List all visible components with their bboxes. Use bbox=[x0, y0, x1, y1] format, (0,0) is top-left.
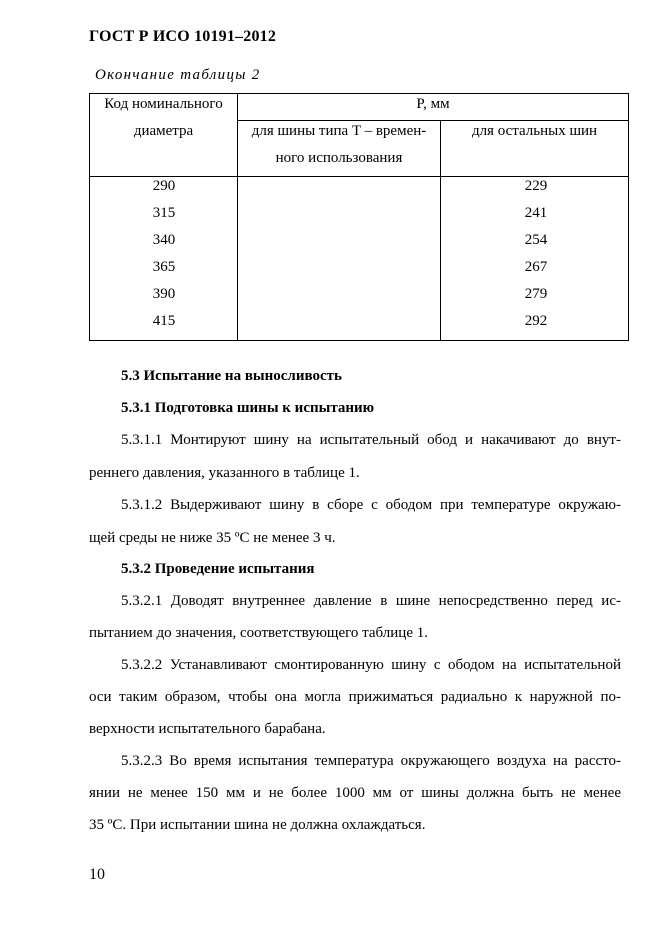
table-divider-header bbox=[90, 176, 628, 177]
row-1-code: 290 bbox=[152, 178, 176, 194]
data-table bbox=[89, 93, 629, 341]
row-6-other: 292 bbox=[524, 313, 548, 329]
row-4-other: 267 bbox=[524, 259, 548, 275]
col2-header-line1: для шины типа T – времен- bbox=[251, 123, 427, 139]
section-heading-5-3: 5.3 Испытание на выносливость bbox=[121, 368, 342, 384]
paragraph-line: оси таким образом, чтобы она могла прижиматься радиально к наружной по- bbox=[89, 689, 621, 705]
col2-header-line2: ного использования bbox=[275, 150, 403, 166]
row-3-code: 340 bbox=[152, 232, 176, 248]
row-2-code: 315 bbox=[152, 205, 176, 221]
row-6-code: 415 bbox=[152, 313, 176, 329]
row-3-other: 254 bbox=[524, 232, 548, 248]
paragraph-line: янии не менее 150 мм и не более 1000 мм от шины должна быть не менее bbox=[89, 785, 621, 801]
document-header: ГОСТ Р ИСО 10191–2012 bbox=[89, 28, 277, 45]
paragraph-line: 5.3.1.2 Выдерживают шину в сборе с ободом при температуре окружаю- bbox=[121, 497, 621, 513]
paragraph-line: 5.3.1.1 Монтируют шину на испытательный обод и накачивают до внут- bbox=[121, 432, 621, 448]
row-5-code: 390 bbox=[152, 286, 176, 302]
p-header: P, мм bbox=[416, 96, 450, 112]
paragraph-line: пытанием до значения, соответствующего таблице 1. bbox=[89, 625, 428, 641]
paragraph-line: 5.3.2.3 Во время испытания температура окружающего воздуха на рассто- bbox=[121, 753, 621, 769]
paragraph-line: верхности испытательного барабана. bbox=[89, 721, 326, 737]
row-1-other: 229 bbox=[524, 178, 548, 194]
page-number: 10 bbox=[89, 866, 105, 883]
table-divider-p-header bbox=[237, 120, 628, 121]
table-divider-col2 bbox=[440, 120, 441, 340]
row-5-other: 279 bbox=[524, 286, 548, 302]
table-caption: Окончание таблицы 2 bbox=[95, 67, 261, 83]
row-4-code: 365 bbox=[152, 259, 176, 275]
paragraph-line: 35 ºС. При испытании шина не должна охлаждаться. bbox=[89, 817, 426, 833]
section-heading-5-3-1: 5.3.1 Подготовка шины к испытанию bbox=[121, 400, 375, 416]
paragraph-line: щей среды не ниже 35 ºС не менее 3 ч. bbox=[89, 530, 336, 546]
col3-header: для остальных шин bbox=[471, 123, 598, 139]
paragraph-line: 5.3.2.2 Устанавливают смонтированную шину с ободом на испытательной bbox=[121, 657, 621, 673]
paragraph-line: реннего давления, указанного в таблице 1. bbox=[89, 465, 360, 481]
col1-header-line2: диаметра bbox=[133, 123, 194, 139]
section-heading-5-3-2: 5.3.2 Проведение испытания bbox=[121, 561, 315, 577]
col1-header-line1: Код номинального bbox=[104, 96, 223, 112]
row-2-other: 241 bbox=[524, 205, 548, 221]
paragraph-line: 5.3.2.1 Доводят внутреннее давление в шине непосредственно перед ис- bbox=[121, 593, 621, 609]
